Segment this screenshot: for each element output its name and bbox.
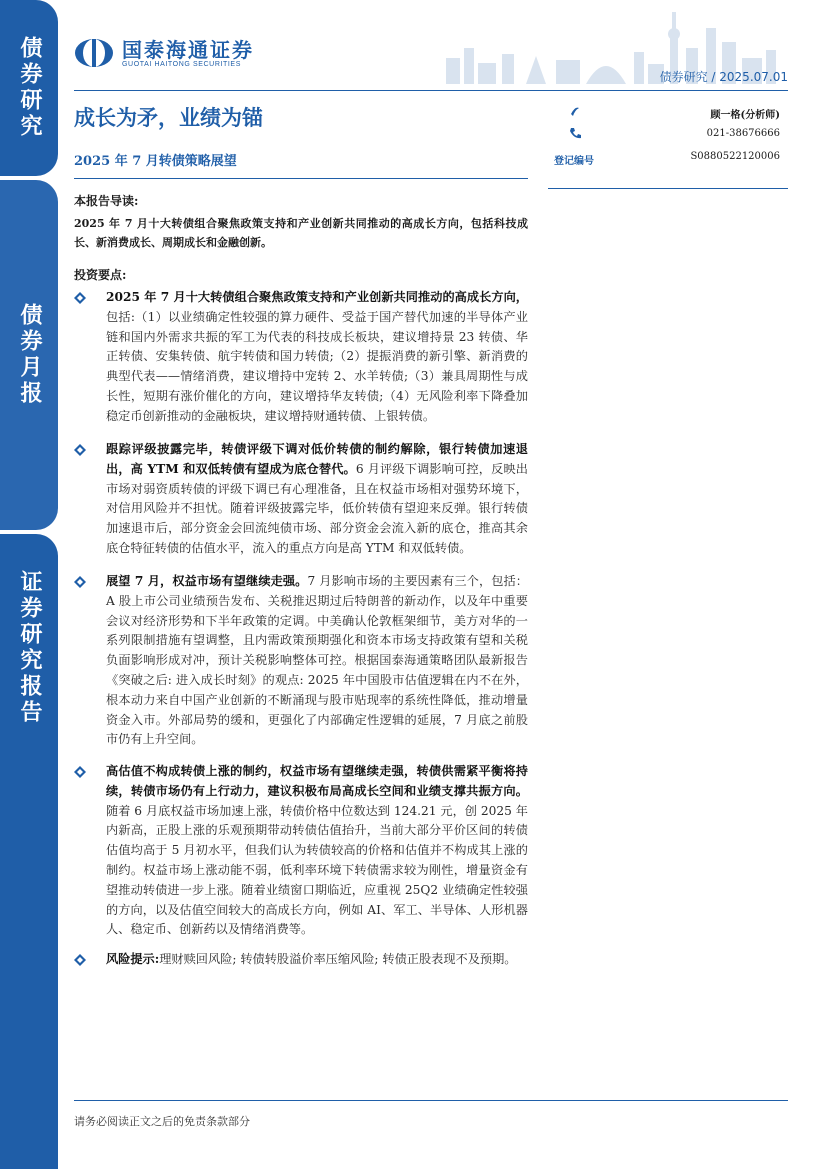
guide-text: 2025 年 7 月十大转债组合聚焦政策支持和产业创新共同推动的高成长方向，包括科技成长、新消费成长、周期成长和金融创新。 — [74, 217, 528, 249]
key-point-body: 理财赎回风险; 转债转股溢价率压缩风险; 转债正股表现不及预期。 — [159, 952, 517, 966]
key-point — [74, 762, 528, 940]
sidebar-tab-bond-monthly — [0, 180, 58, 530]
key-point-body: 7 月影响市场的主要因素有三个，包括：A 股上市公司业绩预告发布、关税推迟期过后特朗普的新动作，以及年中重要会议对经济形势和下半年政策的定调。中美确认伦敦框架细节，美方对华的一系列限制措施有望调整，且内需政策预期强化和资本市场支持政策有望和关税负面影响形成对冲，预计关税影响整体可控。根据国泰海通策略团队最新报告《突破之后: 进入成长时刻》的观点: 2025 年中国股市估值逻辑在内不在外，根本动力来自中国产业创新的不断涌现与股市贴现率的系统性降低，推动增量资金入市。外部局势的缓和，更强化了内部确定性逻辑的延展，7 月底之前股市仍有上升空间。 — [106, 574, 528, 747]
key-point-heading: 展望 7 月，权益市场有望继续走强。 — [106, 574, 308, 588]
logo-mark-icon — [74, 38, 114, 68]
page-title: 成长为矛，业绩为锚 — [74, 106, 263, 130]
footer-divider — [74, 1100, 788, 1101]
key-point-body: 随着 6 月底权益市场加速上涨，转债价格中位数达到 124.21 元，创 2025 年内新高，正股上涨的乐观预期带动转债估值抬升，当前大部分平价区间的转债估值均高于 5 月初水平，但我们认为转债较高的价格和估值并不构成其上涨的制约。权益市场上涨动能不弱，低利率环境下转债需求较为刚性，增量资金有望推动转债进一步上涨。随着业绩窗口期临近，应重视 25Q2 业绩确定性较强的方向，以及估值空间较大的高成长方向，例如 AI、军工、半导体、人形机器人、稳定币、创新药以及情绪消费等。 — [106, 803, 528, 937]
key-point — [74, 572, 528, 750]
key-points-label: 投资要点: — [74, 268, 127, 282]
phone-icon — [568, 126, 582, 140]
header-divider — [74, 90, 788, 91]
sidebar-tab-bond-research — [0, 0, 58, 176]
analyst-info — [548, 104, 788, 188]
logo-name-en: GUOTAI HAITONG SECURITIES — [122, 60, 241, 68]
key-point — [74, 950, 528, 970]
analyst-phone: 021-38676666 — [706, 128, 780, 139]
bullet-icon — [74, 292, 86, 304]
user-icon — [568, 104, 582, 118]
key-point — [74, 288, 528, 427]
key-point-heading: 高估值不构成转债上涨的制约，权益市场有望继续走强，转债供需紧平衡将持续，转债市场仍有上行动力，建议积极布局高成长空间和业绩支撑共振方向。 — [106, 764, 528, 798]
bullet-icon — [74, 954, 86, 966]
registration-label: 登记编号 — [554, 156, 594, 167]
key-point-body: 6 月评级下调影响可控，反映出市场对弱资质转债的评级下调已有心理准备，且在权益市场相对强势环境下，对信用风险并不担忧。随着评级披露完毕，低价转债有望迎来反弹。银行转债加速退市后，部分资金会回流纯债市场、部分资金会流入新的底仓，推高其余底仓特征转债的估值水平，流入的重点方向是高 YTM 和双低转债。 — [106, 461, 528, 555]
sidebar — [0, 0, 58, 1169]
bullet-icon — [74, 766, 86, 778]
bullet-icon — [74, 444, 86, 456]
analyst-divider — [548, 188, 788, 189]
key-point-body: 包括:（1）以业绩确定性较强的算力硬件、受益于国产替代加速的半导体产业链和国内外需求共振的军工为代表的科技成长板块，建议增持景 23 转债、华正转债、安集转债、航宇转债和国力转债;（2）提振消费的新引擎、新消费的典型代表——情绪消费，建议增持中宠转 2、水羊转债;（3）兼具周期性与成长性，短期有涨价催化的方向，建议增持华友转债;（4）无风险利率下降叠加稳定币创新推动的金融板块，建议增持财通转债、上银转债。 — [106, 309, 528, 423]
key-point — [74, 440, 528, 559]
sidebar-tab-label: 债券研究 — [17, 36, 42, 140]
title-divider — [74, 178, 528, 179]
analyst-name: 顾一格(分析师) — [710, 110, 780, 121]
key-point-heading: 风险提示: — [106, 952, 160, 966]
header — [58, 0, 826, 90]
breadcrumb: 债券研究 / 2025.07.01 — [659, 70, 788, 84]
analyst-registration-number: S0880522120006 — [690, 151, 780, 162]
bullet-icon — [74, 576, 86, 588]
sidebar-tab-label: 债券月报 — [17, 303, 42, 407]
key-point-heading: 2025 年 7 月十大转债组合聚焦政策支持和产业创新共同推动的高成长方向， — [106, 290, 528, 304]
company-logo — [74, 38, 254, 68]
key-point-heading: 跟踪评级披露完毕，转债评级下调对低价转债的制约解除，银行转债加速退出，高 YTM 和双低转债有望成为底仓替代。 — [106, 442, 528, 476]
disclaimer-note: 请务必阅读正文之后的免责条款部分 — [74, 1115, 250, 1128]
sidebar-tab-label: 证券研究报告 — [17, 570, 42, 726]
sidebar-tab-research-report — [0, 534, 58, 1169]
logo-name-cn: 国泰海通证券 — [122, 37, 254, 62]
page-subtitle: 2025 年 7 月转债策略展望 — [74, 154, 237, 169]
guide-label: 本报告导读: — [74, 194, 139, 208]
